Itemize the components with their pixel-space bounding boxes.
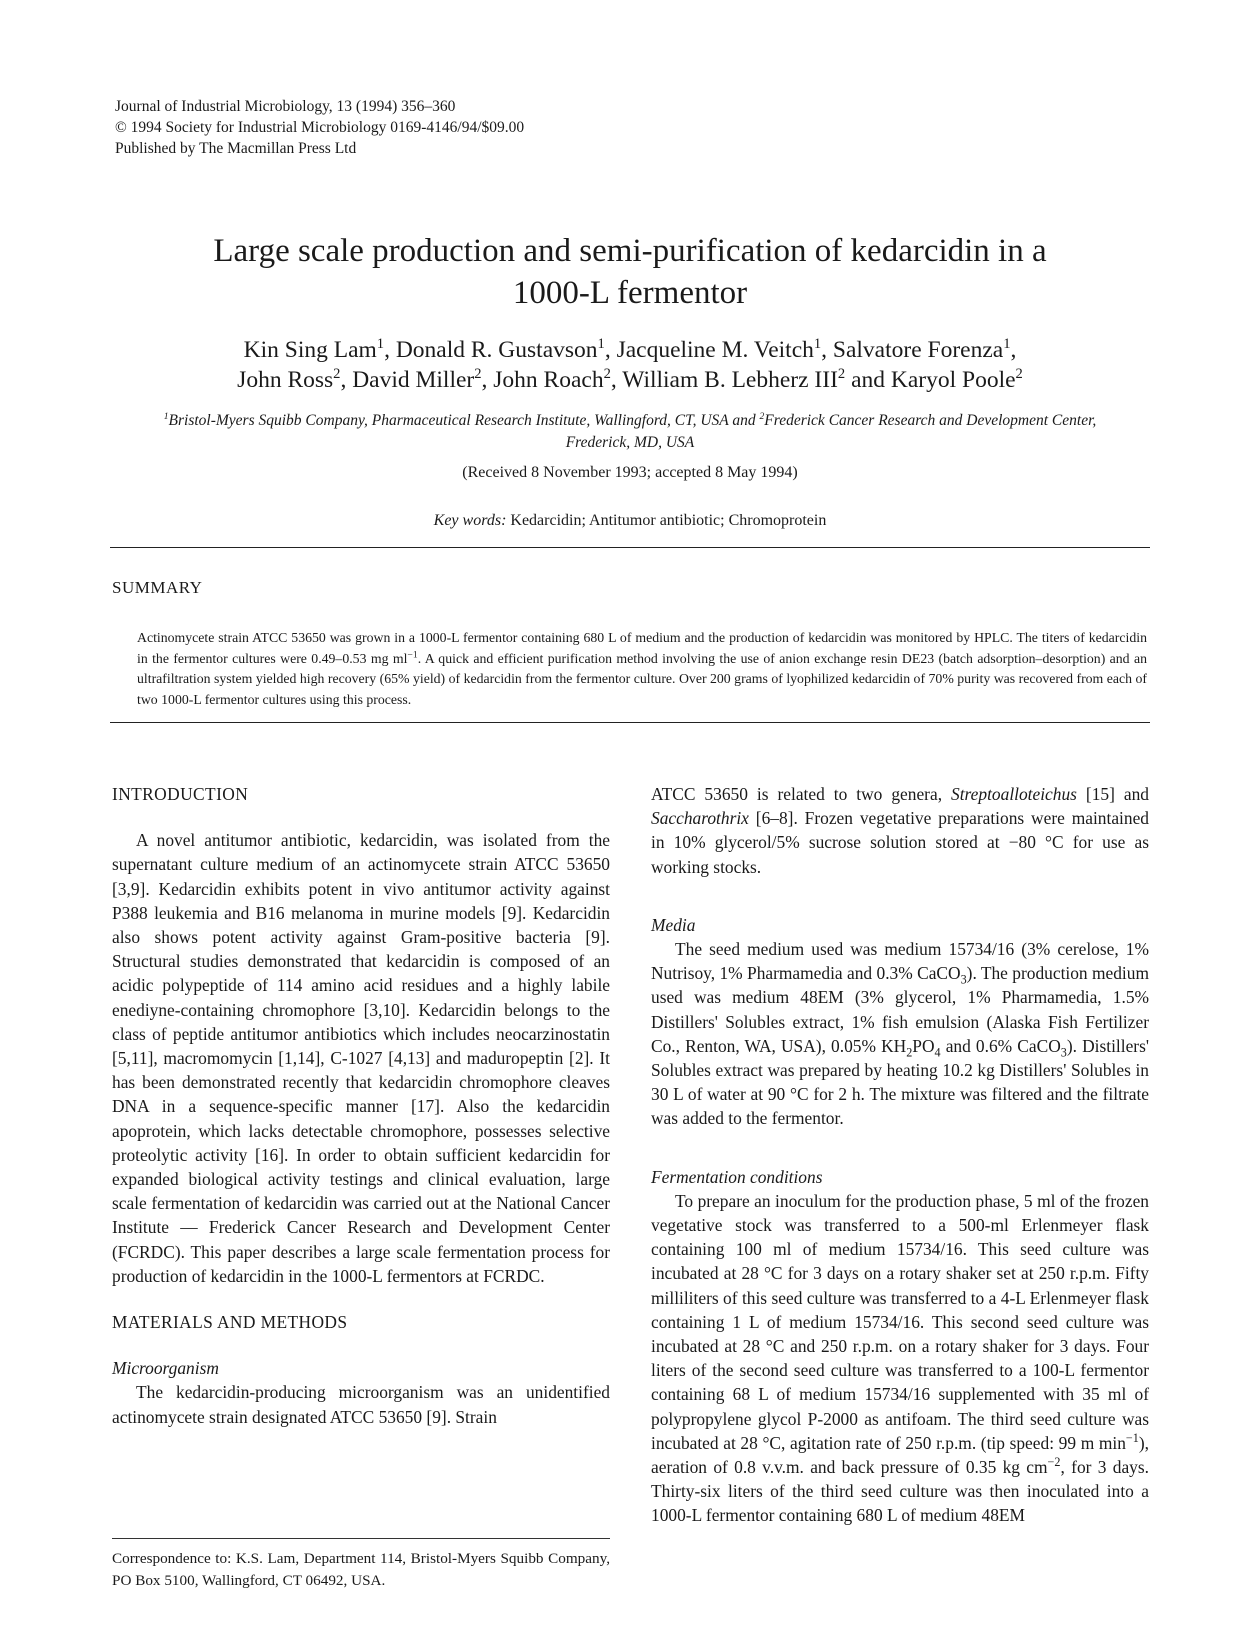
footnote-rule bbox=[112, 1538, 610, 1539]
text-run: [15] and bbox=[1076, 784, 1149, 804]
author-affil-mark: 2 bbox=[333, 366, 341, 383]
author-name: Jacqueline M. Veitch bbox=[616, 337, 814, 363]
spacer bbox=[112, 1288, 610, 1310]
spacer bbox=[651, 1131, 1149, 1165]
affiliation-2: Frederick Cancer Research and Development Center, Frederick, MD, USA bbox=[565, 412, 1097, 451]
journal-citation: Journal of Industrial Microbiology, 13 (1994) 356–360 bbox=[115, 98, 456, 115]
author-name: Karyol Poole bbox=[890, 367, 1016, 393]
text-run: and 0.6% CaCO bbox=[940, 1035, 1061, 1056]
author-name: Kin Sing Lam bbox=[243, 337, 377, 363]
author-affil-mark: 1 bbox=[1003, 336, 1011, 353]
summary-top-rule bbox=[110, 547, 1150, 548]
author-separator: , bbox=[821, 337, 833, 363]
author-name: John Roach bbox=[493, 367, 604, 393]
publisher-line: Published by The Macmillan Press Ltd bbox=[115, 140, 357, 157]
copyright-line: © 1994 Society for Industrial Microbiology 0169-4146/94/$09.00 bbox=[115, 119, 525, 136]
summary-text bbox=[137, 628, 1147, 710]
keywords-label: Key words: bbox=[433, 512, 507, 529]
author-separator: , bbox=[604, 337, 617, 363]
author-name: John Ross bbox=[237, 367, 334, 393]
author-separator: , bbox=[610, 367, 623, 393]
text-run: The seed medium used was medium 15734/16 (3% cerelose, 1% Nutrisoy, 1% Pharmamedia and 0.3% CaCO bbox=[651, 939, 1149, 984]
summary-heading: SUMMARY bbox=[112, 578, 203, 597]
author-affil-mark: 1 bbox=[813, 336, 822, 353]
fermentation-heading: Fermentation conditions bbox=[651, 1166, 823, 1187]
introduction-paragraph: A novel antitumor antibiotic, kedarcidin, was isolated from the supernatant culture medium of an actinomycete strain ATCC 53650 [3,9]. Kedarcidin exhibits potent in vivo antitumor activity against P388 leukemia and B16 melanoma in murine models [9]. Kedarcidin also shows potent activity against Gram-positive bacteria [9]. Structural studies demonstrated that kedarcidin is composed of an acidic polypeptide of 114 amino acid residues and a highly labile enediyne-containing chromophore [3,10]. Kedarcidin belongs to the class of peptide antitumor antibiotics which includes neocarzinostatin [5,11], macromomycin [1,14], C-1027 [4,13] and maduropeptin [2]. It has been demonstrated recently that kedarcidin chromophore cleaves DNA in a sequence-specific manner [17]. Also the kedarcidin apoprotein, which lacks detectable chromophore, possesses selective proteolytic activity [16]. In order to obtain sufficient kedarcidin for expanded biological activity testings and clinical evaluation, large scale fermentation of kedarcidin was carried out at the National Cancer Institute — Frederick Cancer Research and Development Center (FCRDC). This paper describes a large scale fermentation process for production of kedarcidin in the 1000-L fermentors at FCRDC. bbox=[112, 830, 610, 1286]
spacer bbox=[112, 1334, 610, 1356]
title-line-2: 1000-L fermentor bbox=[512, 275, 748, 311]
author-separator: , bbox=[384, 337, 396, 363]
text-run: ATCC 53650 is related to two genera, bbox=[651, 784, 952, 804]
media-heading: Media bbox=[651, 914, 696, 935]
author-name: David Miller bbox=[352, 367, 475, 393]
left-column bbox=[112, 782, 610, 1429]
author-separator: , bbox=[1010, 337, 1017, 363]
spacer bbox=[651, 879, 1149, 913]
text-run: To prepare an inoculum for the production phase, 5 ml of the frozen vegetative stock was transferred to a 500-ml Erlenmeyer flask containing 100 ml of medium 15734/16. This seed culture was incubated at 28 °C for 3 days on a rotary shaker set at 250 r.p.m. Fifty milliliters of this seed culture was transferred to a 4-L Erlenmeyer flask containing 1 L of medium 15734/16. This second seed culture was incubated at 28 °C and 250 r.p.m. on a rotary shaker for 3 days. Four liters of the second seed culture was transferred to a 100-L fermentor containing 68 L of medium 15734/16 supplemented with 35 ml of polypropylene glycol P-2000 as antifoam. The third seed culture was incubated at 28 °C, agitation rate of 250 r.p.m. (tip speed: 99 m min bbox=[651, 1190, 1149, 1453]
text-run: [6–8]. Frozen vegetative preparations were maintained in 10% glycerol/5% sucrose solution stored at −80 °C for use as working stocks. bbox=[651, 808, 1149, 877]
text-run: ), aeration of 0.8 v.v.m. and back pressure of 0.35 kg cm bbox=[651, 1432, 1149, 1478]
methods-heading: MATERIALS AND METHODS bbox=[112, 1312, 348, 1333]
affil-mark-1: 1 bbox=[163, 410, 169, 422]
summary-bottom-rule bbox=[110, 722, 1150, 723]
media-paragraph bbox=[651, 937, 1149, 1131]
affiliation-joiner: and bbox=[728, 412, 760, 429]
summary-exponent: −1 bbox=[407, 648, 418, 660]
author-affil-mark: 2 bbox=[837, 366, 846, 383]
author-affil-mark: 2 bbox=[474, 366, 482, 383]
author-affil-mark: 2 bbox=[603, 366, 611, 383]
author-separator: and bbox=[845, 367, 891, 393]
microorganism-heading: Microorganism bbox=[112, 1358, 219, 1379]
affiliation-1: Bristol-Myers Squibb Company, Pharmaceutical Research Institute, Wallingford, CT, USA bbox=[168, 412, 729, 429]
text-run: ). The production medium used was medium 48EM (3% glycerol, 1% Pharmamedia, 1.5% Distillers' Solubles extract, 1% fish emulsion (Alaska Fish Fertilizer Co., Renton, WA, USA), 0.05% KH bbox=[651, 963, 1149, 1056]
correspondence-footnote: Correspondence to: K.S. Lam, Department 114, Bristol-Myers Squibb Company, PO Box 5100, Wallingford, CT 06492, USA. bbox=[112, 1550, 610, 1589]
right-column bbox=[651, 782, 1149, 1528]
genus-name: Saccharothrix bbox=[651, 808, 749, 829]
subscript: 3 bbox=[960, 972, 967, 987]
summary-part-2: . A quick and efficient purification method involving the use of anion exchange resin DE23 (batch adsorption–desorption) and an ultrafiltration system yielded high recovery (65% yield) of kedarcidin from the fermentor culture. Over 200 grams of lyophilized kedarcidin of 70% purity was recovered from each of two 1000-L fermentor cultures using this process. bbox=[137, 650, 1147, 707]
text-run: , for 3 days. Thirty-six liters of the third seed culture was then inoculated into a 1000-L fermentor containing 680 L of medium 48EM bbox=[651, 1457, 1149, 1526]
article-title bbox=[110, 230, 1150, 314]
author-line-2 bbox=[110, 365, 1150, 395]
introduction-heading: INTRODUCTION bbox=[112, 784, 249, 804]
text-run: PO bbox=[912, 1035, 935, 1056]
microorganism-continued bbox=[651, 782, 1149, 879]
author-separator: , bbox=[340, 367, 353, 393]
fermentation-paragraph bbox=[651, 1189, 1149, 1528]
author-name: Donald R. Gustavson bbox=[395, 337, 598, 363]
subscript: 3 bbox=[1060, 1045, 1067, 1060]
spacer bbox=[112, 806, 610, 828]
received-dates: (Received 8 November 1993; accepted 8 May 1994) bbox=[462, 464, 798, 481]
author-affil-mark: 2 bbox=[1015, 366, 1023, 383]
keywords bbox=[110, 510, 1150, 532]
author-affil-mark: 1 bbox=[597, 336, 605, 353]
subscript: 2 bbox=[906, 1045, 913, 1060]
author-name: William B. Lebherz III bbox=[622, 367, 838, 393]
author-list bbox=[110, 335, 1150, 395]
superscript: −1 bbox=[1125, 1431, 1139, 1446]
journal-header bbox=[115, 96, 524, 159]
text-run: ). Distillers' Solubles extract was prepared by heating 10.2 kg Distillers' Solubles in 30 L of water at 90 °C for 2 h. The mixture was filtered and the filtrate was added to the fermentor. bbox=[651, 1035, 1149, 1129]
title-line-1: Large scale production and semi-purification of kedarcidin in a bbox=[213, 233, 1047, 269]
author-line-1 bbox=[110, 335, 1150, 365]
microorganism-paragraph: The kedarcidin-producing microorganism was an unidentified actinomycete strain designated ATCC 53650 [9]. Strain bbox=[112, 1382, 610, 1427]
affil-mark-2: 2 bbox=[759, 410, 765, 422]
subscript: 4 bbox=[934, 1045, 941, 1060]
summary-part-1: Actinomycete strain ATCC 53650 was grown in a 1000-L fermentor containing 680 L of medium and the production of kedarcidin was monitored by HPLC. The titers of kedarcidin in the fermentor cultures were 0.49–0.53 mg ml bbox=[137, 630, 1147, 666]
affiliations bbox=[140, 410, 1120, 454]
superscript: −2 bbox=[1047, 1455, 1061, 1470]
genus-name: Streptoalloteichus bbox=[951, 784, 1077, 804]
author-name: Salvatore Forenza bbox=[832, 337, 1004, 363]
author-separator: , bbox=[481, 367, 494, 393]
author-affil-mark: 1 bbox=[376, 336, 385, 353]
keywords-text: Kedarcidin; Antitumor antibiotic; Chromoprotein bbox=[510, 512, 827, 529]
